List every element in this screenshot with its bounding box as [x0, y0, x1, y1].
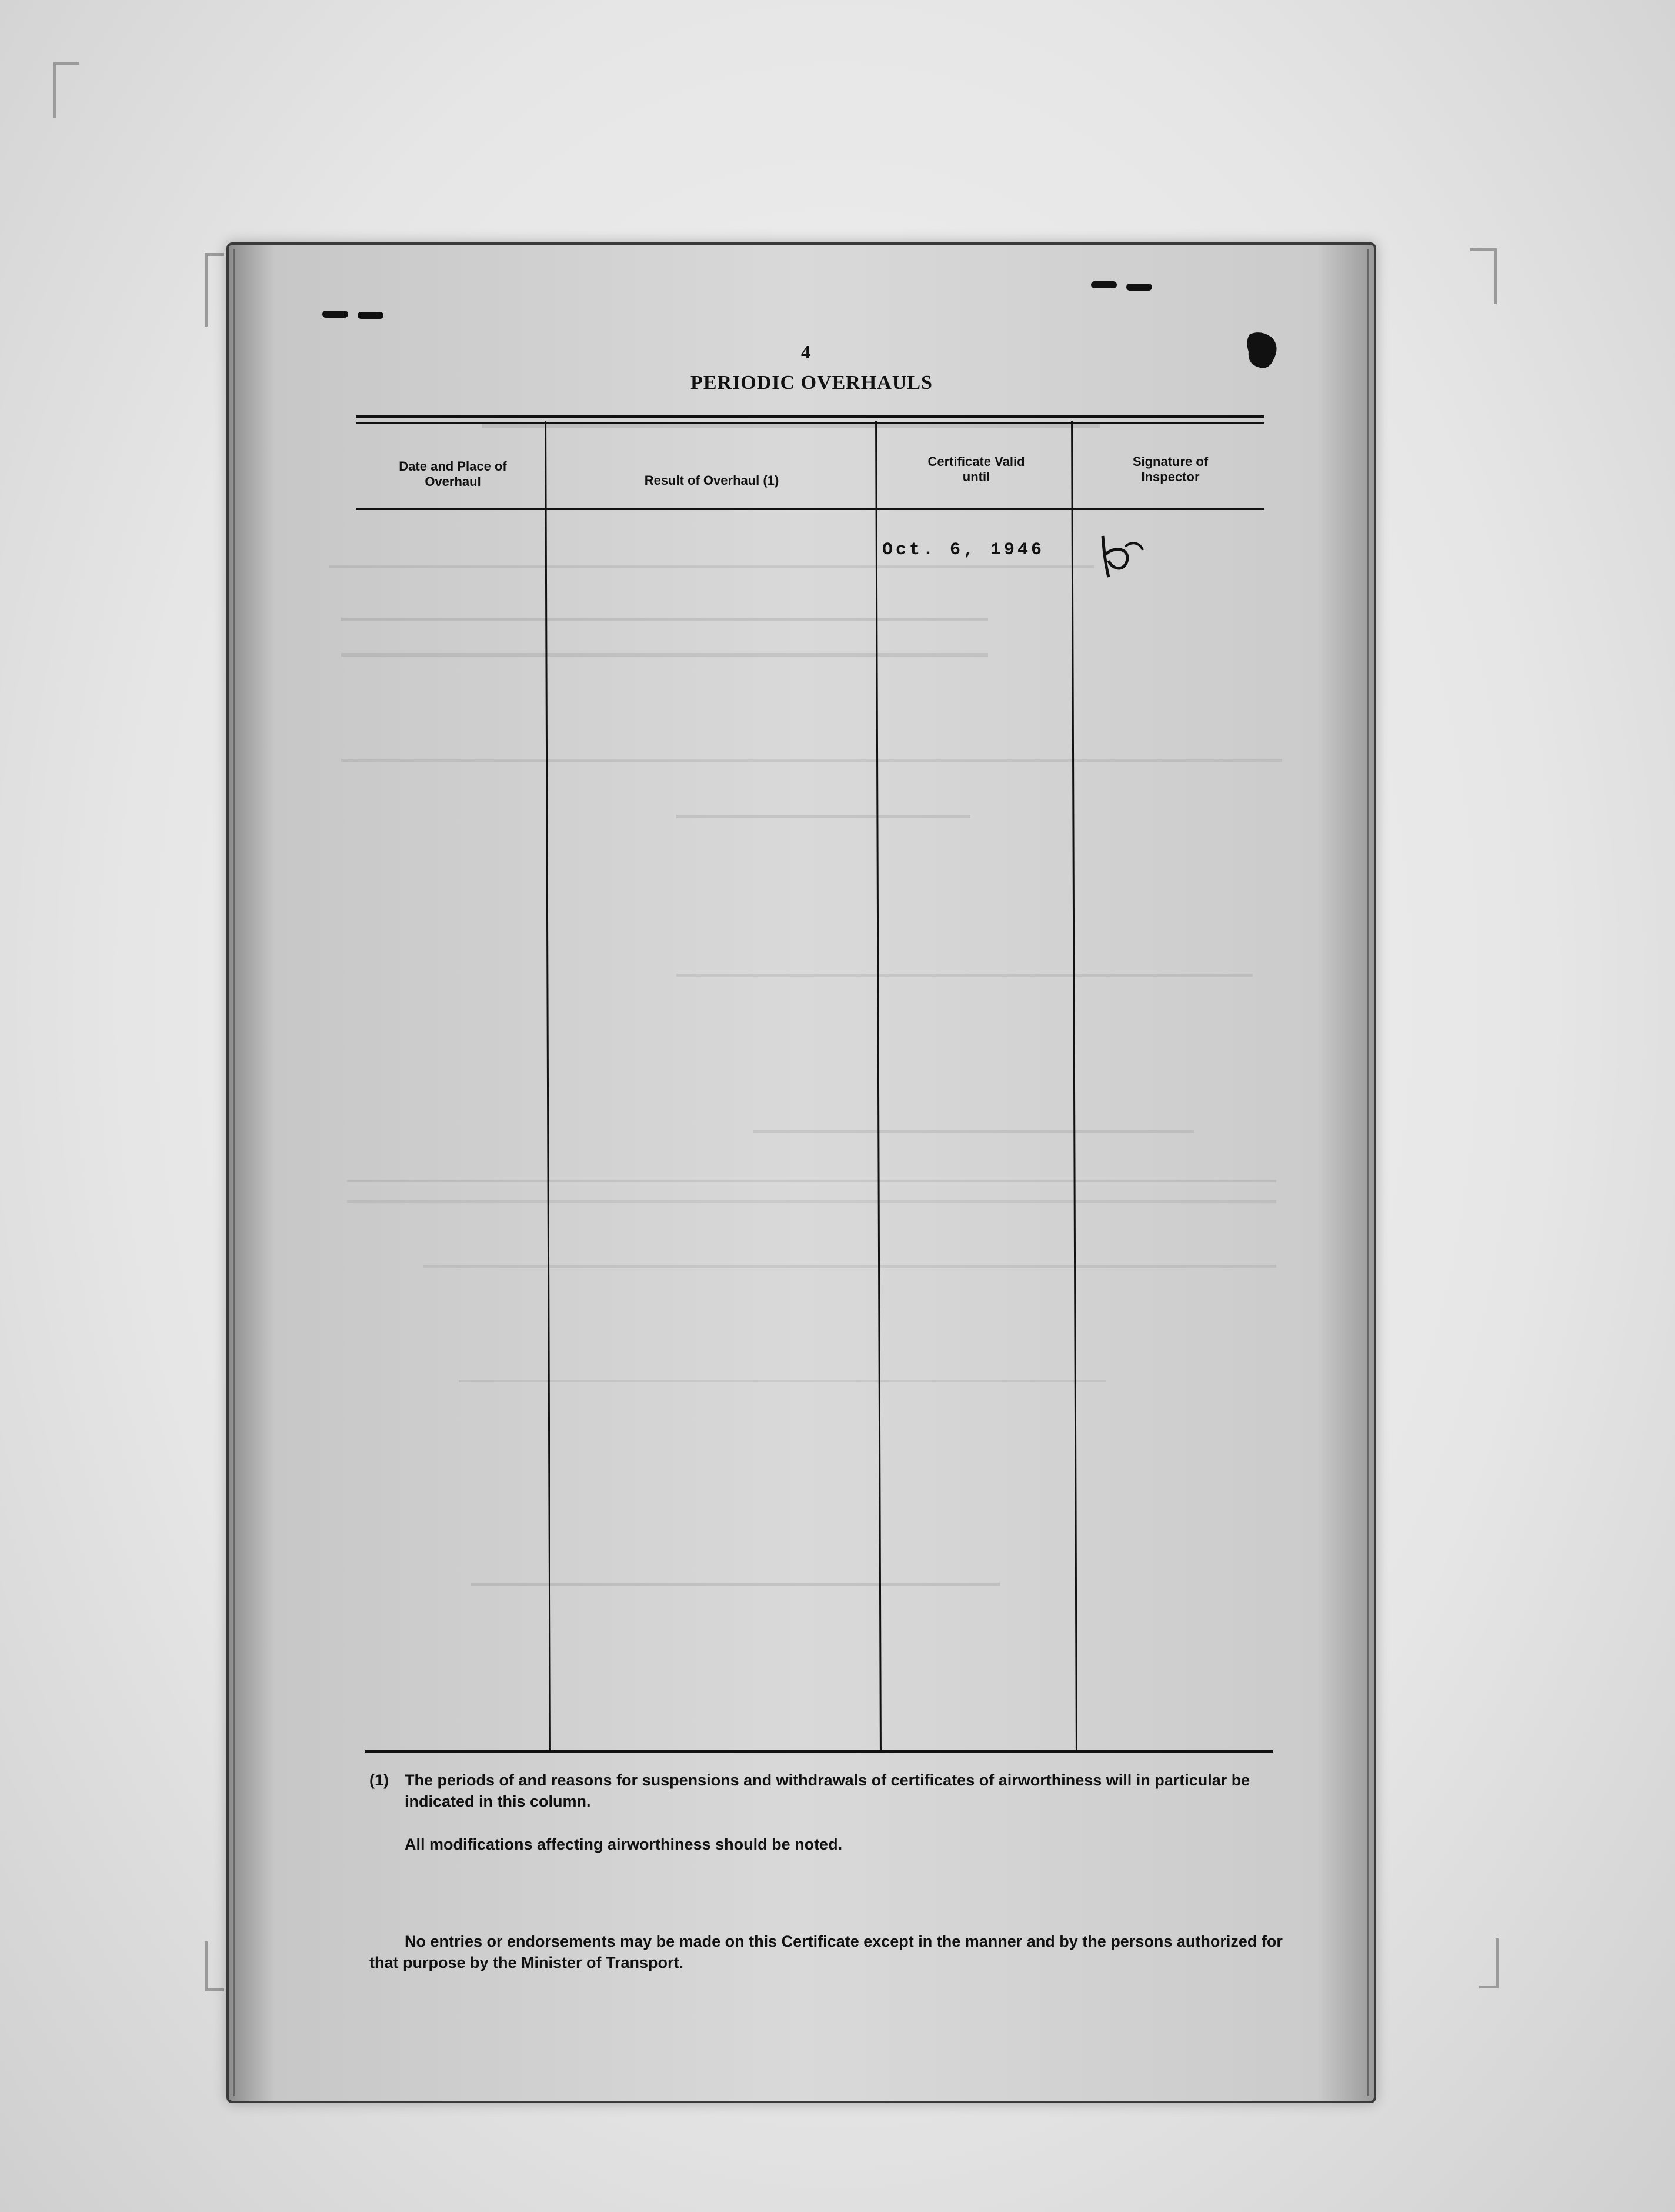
page-number: 4	[801, 341, 810, 362]
table-header-rule	[356, 508, 1264, 510]
page-title: PERIODIC OVERHAULS	[690, 372, 933, 394]
inspector-initials-signature	[1091, 532, 1147, 579]
crop-mark-mid-left	[205, 253, 224, 327]
certificate-valid-until-value: Oct. 6, 1946	[882, 540, 1045, 560]
bleed-through-line	[423, 1265, 1276, 1268]
bleed-through-line	[329, 565, 1094, 568]
crop-mark-bottom-right	[1479, 1938, 1499, 1988]
table-top-rule	[356, 415, 1264, 418]
header-date-place: Date and Place of Overhaul	[399, 459, 507, 489]
bleed-through-line	[676, 815, 970, 818]
table-top-rule-thin	[356, 422, 1264, 424]
document-sheet	[226, 242, 1376, 2103]
bleed-through-line	[676, 974, 1253, 977]
bleed-through-line	[482, 424, 1100, 428]
footnote-marker: (1)	[369, 1771, 389, 1789]
punch-hole	[322, 311, 348, 318]
crop-mark-mid-right	[1470, 248, 1497, 304]
header-signature: Signature of Inspector	[1132, 454, 1209, 484]
punch-hole	[1126, 284, 1152, 291]
legal-notice: No entries or endorsements may be made on this Certificate except in the manner and by the persons authorized for that purpose by the Minister of Transport.	[369, 1933, 1283, 1971]
footnote-1: The periods of and reasons for suspensions and withdrawals of certificates of airworthiness will in particular be indicated in this column.	[405, 1771, 1250, 1810]
crop-mark-top-left	[53, 62, 79, 118]
bleed-through-line	[341, 618, 988, 621]
crop-mark-bottom-left	[205, 1941, 224, 1991]
header-result: Result of Overhaul (1)	[644, 473, 779, 488]
footnote-2: All modifications affecting airworthiness should be noted.	[405, 1835, 843, 1853]
bleed-through-line	[753, 1130, 1194, 1133]
bleed-through-line	[459, 1380, 1106, 1382]
header-certificate: Certificate Valid until	[927, 454, 1025, 484]
table-bottom-rule	[365, 1750, 1273, 1753]
bleed-through-line	[347, 1180, 1276, 1182]
ink-blot	[1244, 329, 1280, 372]
bleed-through-line	[347, 1200, 1276, 1203]
bleed-through-line	[341, 653, 988, 657]
bleed-through-line	[341, 759, 1282, 762]
punch-hole	[358, 312, 383, 319]
sheet-edge	[233, 249, 1369, 2096]
punch-hole	[1091, 281, 1117, 288]
